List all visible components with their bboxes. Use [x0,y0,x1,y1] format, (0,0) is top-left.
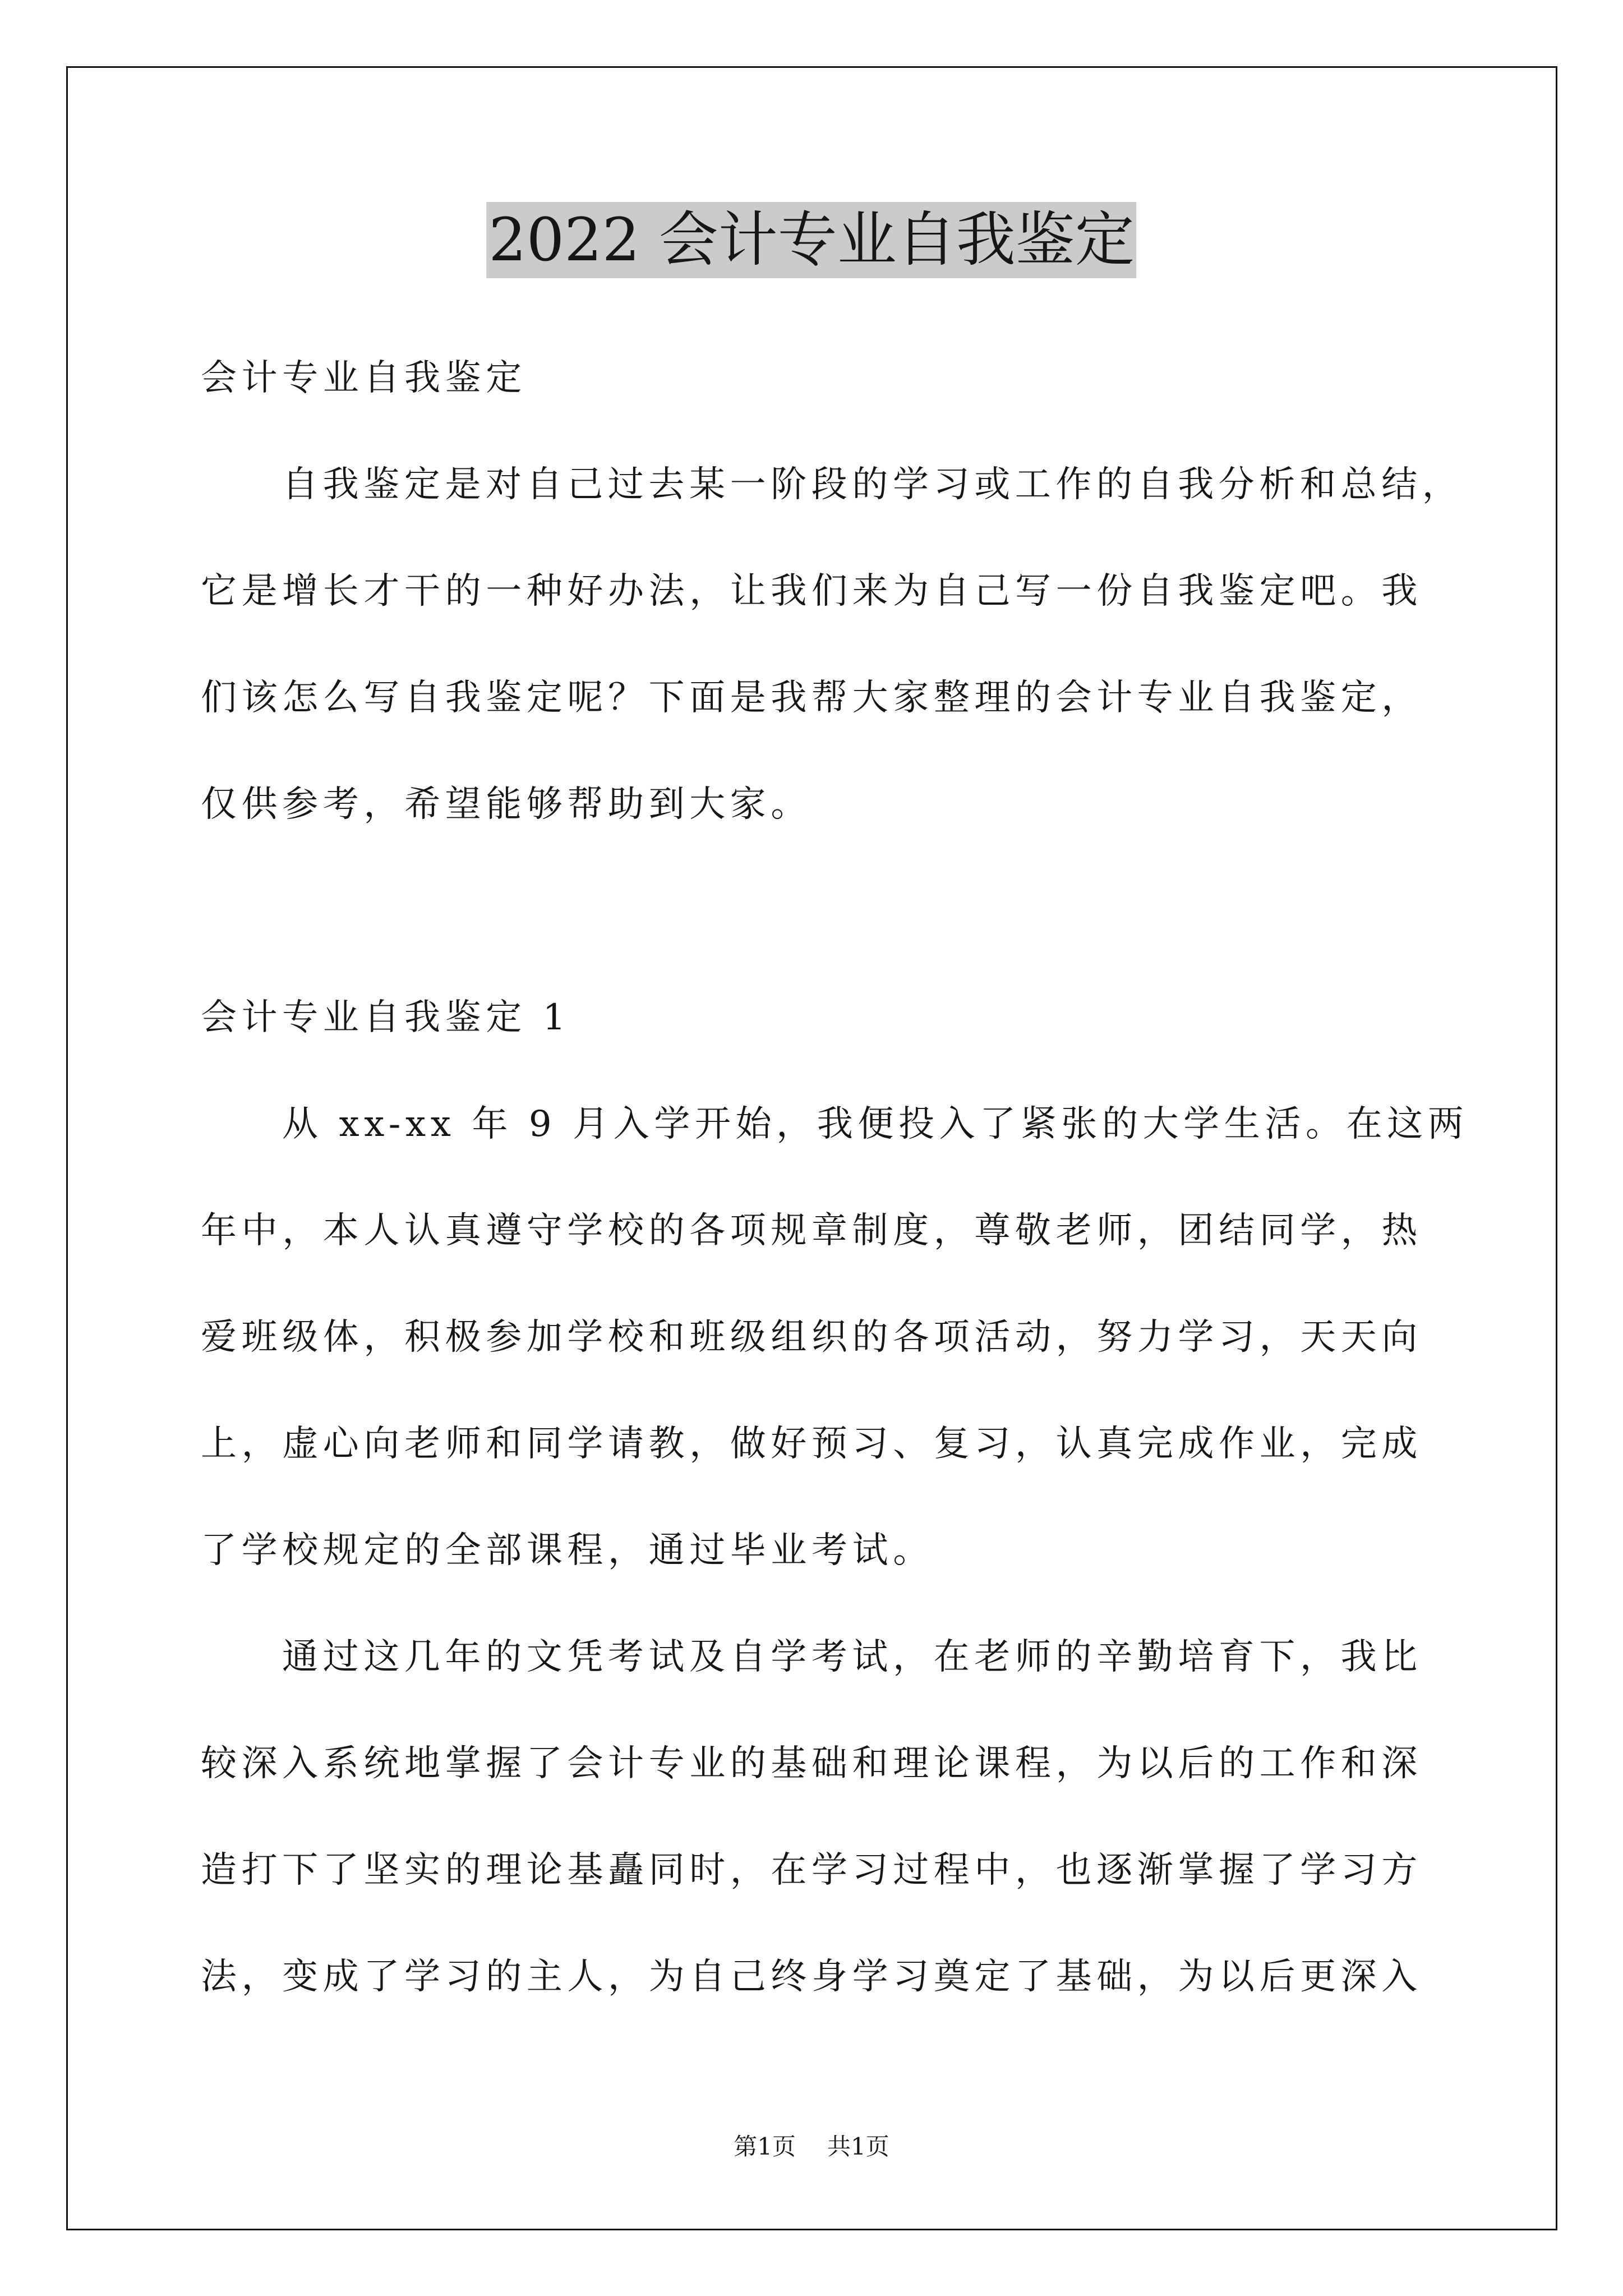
text-line: 法，变成了学习的主人，为自己终身学习奠定了基础，为以后更深入 [201,1956,1422,1998]
text-line: 它是增长才干的一种好办法，让我们来为自己写一份自我鉴定吧。我 [201,570,1422,612]
text-line: 通过这几年的文凭考试及自学考试，在老师的辛勤培育下，我比 [282,1636,1422,1678]
text-line: 从 xx-xx 年 9 月入学开始，我便投入了紧张的大学生活。在这两 [282,1103,1469,1145]
section [201,325,1513,858]
text-line: 了学校规定的全部课程，通过毕业考试。 [201,1530,934,1571]
text-line: 年中，本人认真遵守学校的各项规章制度，尊敬老师，团结同学，热 [201,1210,1422,1251]
paragraph [201,431,1513,858]
paragraph [201,1071,1513,1604]
text-line: 爱班级体，积极参加学校和班级组织的各项活动，努力学习，天天向 [201,1317,1422,1358]
document-body [201,325,1513,2030]
section-heading: 会计专业自我鉴定 [201,357,527,399]
text-line: 自我鉴定是对自己过去某一阶段的学习或工作的自我分析和总结， [282,464,1463,505]
text-line: 造打下了坚实的理论基矗同时，在学习过程中，也逐渐掌握了学习方 [201,1849,1422,1891]
text-line: 上，虚心向老师和同学请教，做好预习、复习，认真完成作业，完成 [201,1423,1422,1465]
paragraph [201,1604,1513,2030]
document-title: 2022 会计专业自我鉴定 [486,202,1136,278]
text-line: 们该怎么写自我鉴定呢？下面是我帮大家整理的会计专业自我鉴定， [201,677,1422,719]
section [201,964,1513,2030]
text-line: 仅供参考，希望能够帮助到大家。 [201,784,811,825]
page-total: 共1页 [827,2133,889,2160]
section-heading: 会计专业自我鉴定 1 [201,997,571,1038]
page-footer [0,2132,1623,2162]
text-line: 较深入系统地掌握了会计专业的基础和理论课程，为以后的工作和深 [201,1743,1422,1784]
page-number: 第1页 [734,2133,796,2160]
